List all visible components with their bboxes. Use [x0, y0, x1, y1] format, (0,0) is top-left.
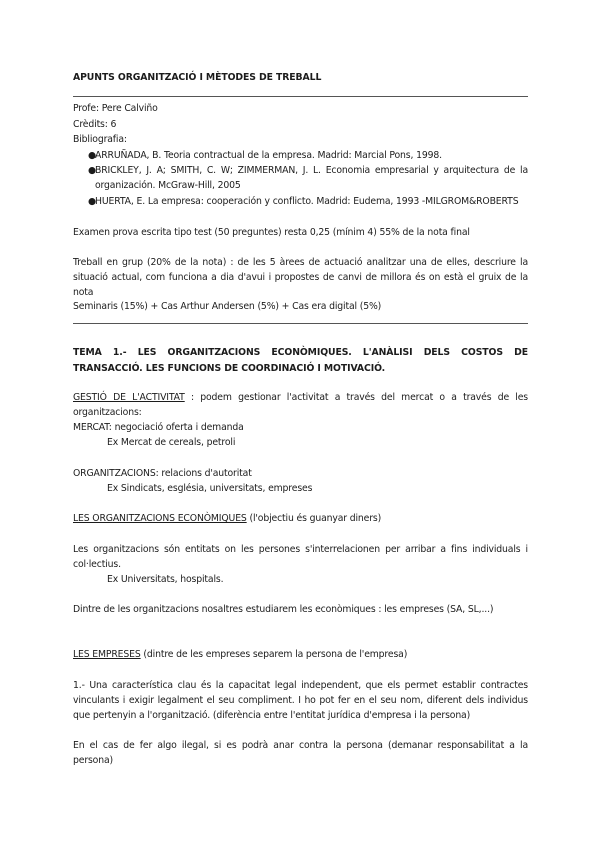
market-example: Ex Mercat de cereals, petroli [107, 437, 236, 448]
divider-bottom [73, 323, 528, 324]
bibliography-list [73, 148, 528, 209]
bibliography-item: ● BRICKLEY, J. A; SMITH, C. W; ZIMMERMAN, J. L. Economia empresarial y arquitectura de la organización. McGraw-Hill, 2005 [88, 165, 528, 192]
economic-orgs-heading-line [73, 511, 528, 526]
companies-note: (dintre de les empreses separem la persona de l'empresa) [140, 649, 408, 660]
economic-orgs-study: Dintre de les organitzacions nosaltres estudiarem les econòmiques : les empreses (SA, SL,...) [73, 604, 494, 615]
bibliography-item: ● ARRUÑADA, B. Teoria contractual de la empresa. Madrid: Marcial Pons, 1998. [73, 148, 528, 163]
professor-line: Profe: Pere Calviño [73, 103, 158, 114]
economic-orgs-note: (l'objectiu és guanyar diners) [246, 513, 382, 524]
document-title: APUNTS ORGANITZACIÓ I MÈTODES DE TREBALL [73, 72, 322, 83]
topic-title: TEMA 1.- LES ORGANITZACIONS ECONÒMIQUES. L'ANÀLISI DELS COSTOS DE TRANSACCIÓ. LES FUNCIONS DE COORDINACIÓ I MOTIVACIÓ. [73, 347, 528, 374]
economic-orgs-definition: Les organitzacions són entitats on les persones s'interrelacionen per arribar a fins individuals i col·lectius. [73, 544, 528, 571]
market-line: MERCAT: negociació oferta i demanda [73, 422, 244, 433]
bullet-icon: ● [88, 150, 96, 161]
economic-orgs-example: Ex Universitats, hospitals. [107, 574, 224, 585]
economic-orgs-heading: LES ORGANITZACIONS ECONÒMIQUES [73, 513, 247, 524]
companies-heading-line [73, 647, 528, 662]
activity-heading: GESTIÓ DE L'ACTIVITAT [73, 392, 185, 403]
organizations-example: Ex Sindicats, església, universitats, empreses [107, 483, 313, 494]
companies-point-2: En el cas de fer algo ilegal, si es podrà anar contra la persona (demanar responsabilitat a la persona) [73, 740, 528, 767]
bibliography-item: ● HUERTA, E. La empresa: cooperación y conflicto. Madrid: Eudema, 1993 -MILGROM&ROBERTS [73, 194, 528, 209]
group-work-text: Treball en grup (20% de la nota) : de les 5 àrees de actuació analitzar una de elles, descriure la situació actual, com funciona a dia d'avui i propostes de canvi de millora és on està el gruix de la nota [73, 257, 528, 299]
seminars-text: Seminaris (15%) + Cas Arthur Andersen (5%) + Cas era digital (5%) [73, 301, 382, 312]
exam-text: Examen prova escrita tipo test (50 preguntes) resta 0,25 (mínim 4) 55% de la nota final [73, 227, 470, 238]
activity-paragraph [73, 390, 528, 420]
bullet-icon: ● [88, 165, 96, 177]
organizations-line: ORGANITZACIONS: relacions d'autoritat [73, 468, 252, 479]
bullet-icon: ● [88, 195, 96, 207]
divider-top [73, 96, 528, 97]
companies-point-1: 1.- Una característica clau és la capacitat legal independent, que els permet establir contractes vinculants i exigir legalment el seu compliment. I ho pot fer en el seu nom, diferent dels individus que pertenyin a l'organització. (diferència entre l'entitat jurídica d'empresa i la persona) [73, 680, 528, 722]
credits-line: Crèdits: 6 [73, 119, 117, 130]
companies-heading: LES EMPRESES [73, 649, 141, 660]
bibliography-label: Bibliografia: [73, 134, 127, 145]
activity-text: : podem gestionar l'activitat a través del mercat o a través de les organitzacions: [73, 392, 529, 419]
